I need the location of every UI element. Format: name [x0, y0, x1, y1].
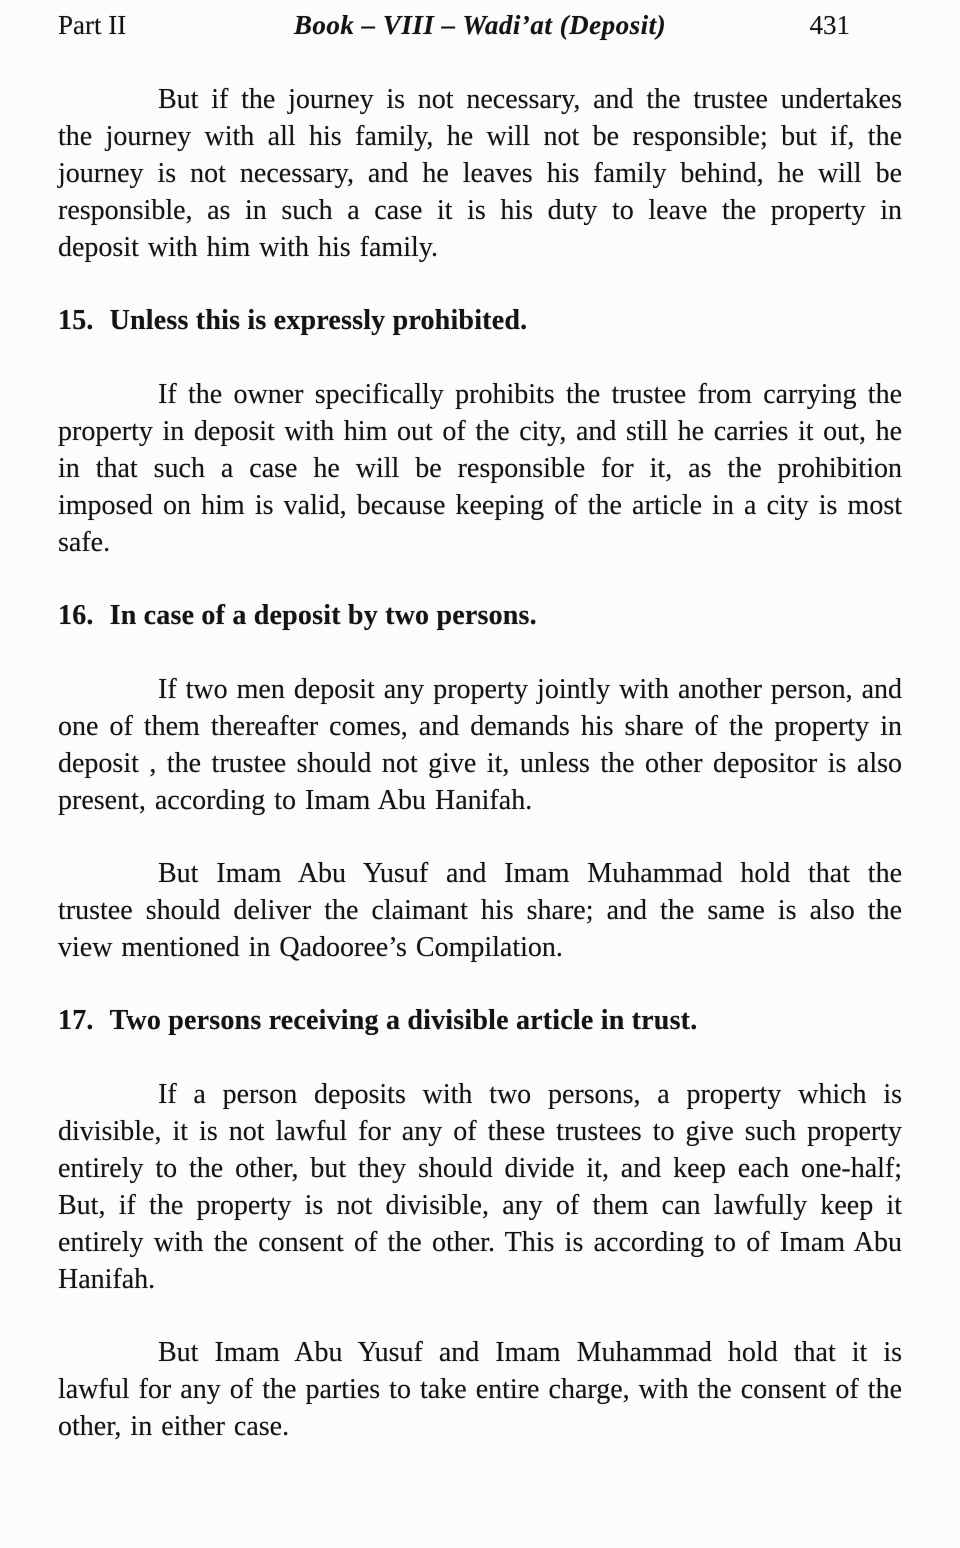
section-heading-16 [58, 597, 902, 634]
paragraph-entire-charge: But Imam Abu Yusuf and Imam Muhammad hold that it is lawful for any of the parties to take entire charge, with the consent of the other, in either case. [58, 1337, 902, 1442]
section-number: 16. [58, 600, 94, 631]
section-heading-15 [58, 302, 902, 339]
section-heading-17 [58, 1002, 902, 1039]
paragraph-owner-prohibits: If the owner specifically prohibits the trustee from carrying the property in deposit with him out of the city, and still he carries it out, he in that such a case he will be responsible for it, as the prohibition imposed on him is valid, because keeping of the article in a city is most safe. [58, 379, 902, 558]
paragraph-journey-not-necessary: But if the journey is not necessary, and the trustee undertakes the journey with all his family, he will not be responsible; but if, the journey is not necessary, and he leaves his family behind, he will be responsible, as in such a case it is his duty to leave the property in deposit with him with his family. [58, 84, 902, 263]
page-header [58, 10, 902, 41]
section-title: Two persons receiving a divisible article in trust. [109, 1005, 698, 1036]
section-number: 17. [58, 1005, 94, 1036]
section-number: 15. [58, 305, 94, 336]
section-title: Unless this is expressly prohibited. [109, 305, 528, 336]
paragraph-divisible-property: If a person deposits with two persons, a property which is divisible, it is not lawful for any of these trustees to give such property entirely to the other, but they should divide it, and keep each one-half; But, if the property is not divisible, any of them can lawfully keep it entirely with the consent of the other. This is according to of Imam Abu Hanifah. [58, 1079, 902, 1295]
paragraph-yusuf-muhammad-share: But Imam Abu Yusuf and Imam Muhammad hold that the trustee should deliver the claimant his share; and the same is also the view mentioned in Qadooree’s Compilation. [58, 858, 902, 963]
section-title: In case of a deposit by two persons. [109, 600, 537, 631]
header-page-number: 431 [809, 10, 850, 40]
paragraph-two-men-deposit: If two men deposit any property jointly with another person, and one of them thereafter comes, and demands his share of the property in deposit , the trustee should not give it, unless the other depositor is also present, according to Imam Abu Hanifah. [58, 674, 902, 816]
header-book-title: Book – VIII – Wadi’at (Deposit) [293, 10, 667, 40]
header-part-label: Part II [58, 10, 127, 40]
